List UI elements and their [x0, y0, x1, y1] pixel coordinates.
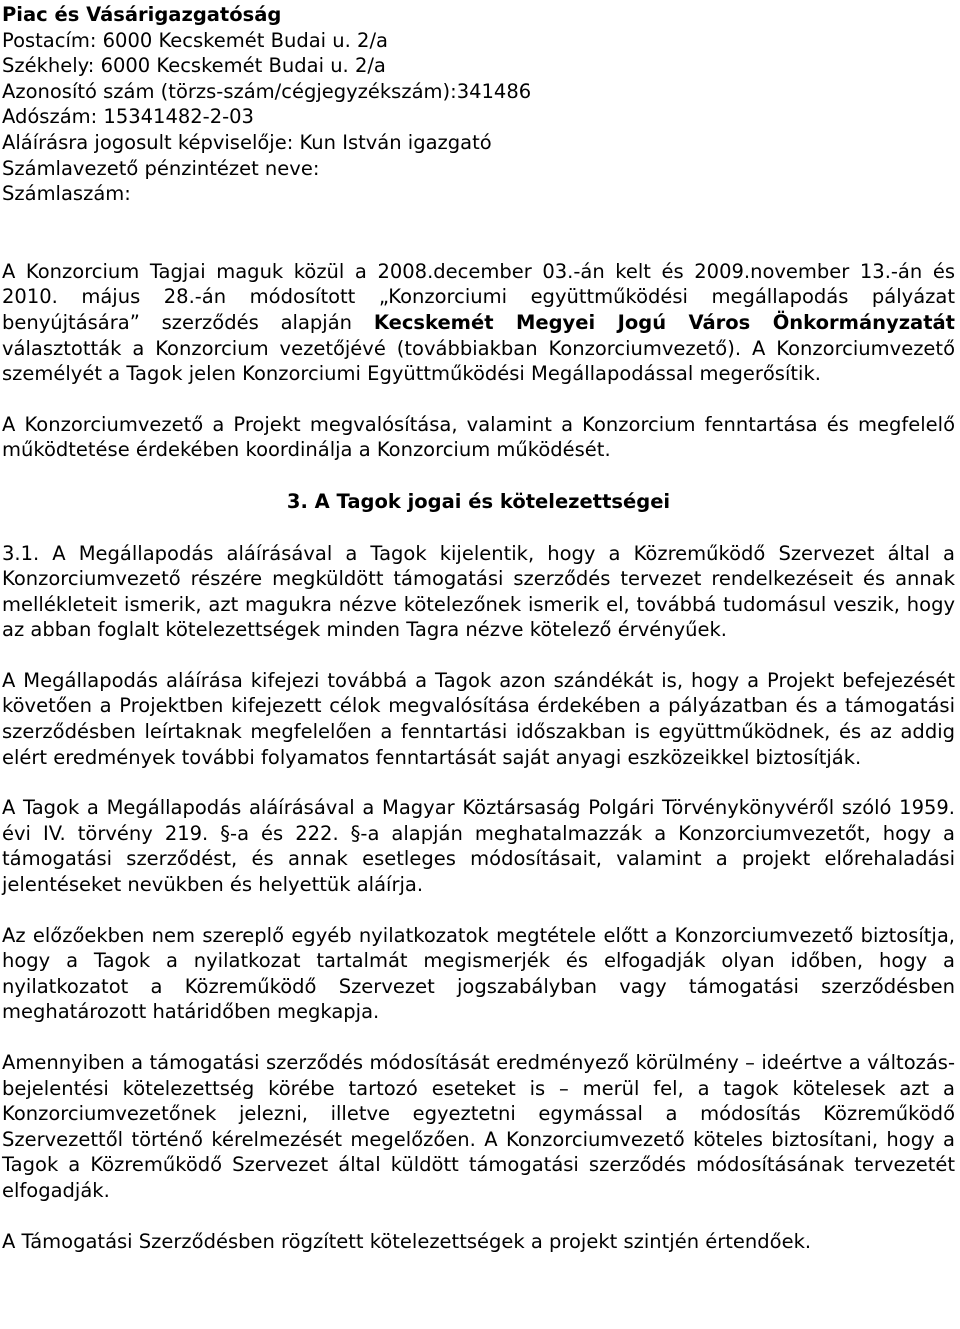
paragraph-text: A Konzorcium Tagjai maguk közül a 2008.december 03.-án kelt és 2009.november 13.-án és 2010. május 28.-án módosított „Konzorciumi együttműködési megállapodás pályázat benyújtására” szerződés alapján — [2, 259, 955, 334]
tax-number: Adószám: 15341482-2-03 — [2, 105, 254, 129]
paragraph-text: választották a Konzorcium vezetőjévé (továbbiakban Konzorciumvezető). A Konzorciumvezető személyét a Tagok jelen Konzorciumi Együttműködési Megállapodással megerősítik. — [2, 336, 955, 386]
organization-name: Piac és Vásárigazgatóság — [2, 3, 282, 26]
paragraph-3-1: 3.1. A Megállapodás aláírásával a Tagok kijelentik, hogy a Közreműködő Szervezet által a Konzorciumvezető részére megküldött támogatási szerződés tervezet rendelkezéseit és annak mellékleteit ismerik, azt magukra nézve kötelezőnek ismerik el, továbbá tudomásul veszik, hogy az abban foglalt kötelezettségek minden Tagra nézve kötelező érvényűek. — [2, 541, 955, 642]
paragraph-intent: A Megállapodás aláírása kifejezi továbbá a Tagok azon szándékát is, hogy a Projekt befejezését követően a Projektben kifejezett célok megvalósítása érdekében a pályázatban és a támogatási szerződésben leírtaknak megfelelően a fenntartási időszakban is együttműködnek, és az addig elért eredmények további folyamatos fenntartását saját anyagi eszközeikkel biztosítják. — [2, 668, 955, 769]
postal-address: Postacím: 6000 Kecskemét Budai u. 2/a — [2, 28, 388, 52]
paragraph-declarations: Az előzőekben nem szereplő egyéb nyilatkozatok megtétele előtt a Konzorciumvezető biztosítja, hogy a Tagok a nyilatkozat tartalmát megismerjék és elfogadják olyan időben, hogy a nyilatkozatot a Közreműködő Szervezet jogszabályban vagy támogatási szerződésben meghatározott határidőben megkapja. — [2, 923, 955, 1024]
seat-address: Székhely: 6000 Kecskemét Budai u. 2/a — [2, 54, 386, 78]
paragraph-obligations: A Támogatási Szerződésben rögzített kötelezettségek a projekt szintjén értendőek. — [2, 1229, 812, 1253]
paragraph-authorization: A Tagok a Megállapodás aláírásával a Magyar Köztársaság Polgári Törvénykönyvéről szóló 1959. évi IV. törvény 219. §-a és 222. §-a alapján meghatalmazzák a Konzorciumvezetőt, hogy a támogatási szerződést, és annak esetleges módosításait, valamint a projekt előrehaladási jelentéseket nevükben és helyettük aláírja. — [2, 796, 955, 897]
section-heading: 3. A Tagok jogai és kötelezettségei — [286, 489, 671, 513]
account-number: Számlaszám: — [2, 182, 131, 206]
paragraph-coordination: A Konzorciumvezető a Projekt megvalósítása, valamint a Konzorcium fenntartása és megfelelő működtetése érdekében koordinálja a Konzorcium működését. — [2, 412, 955, 462]
document-page — [2, 0, 955, 1254]
paragraph-amendment: Amennyiben a támogatási szerződés módosítását eredményező körülmény – ideértve a változás-bejelentési kötelezettség körébe tartozó eseteket is – merül fel, a tagok kötelesek azt a Konzorciumvezetőnek jelezni, illetve egyeztetni egymással a módosítás Közreműködő Szervezettől történő kérelmezését megelőzően. A Konzorciumvezető köteles biztosítani, hogy a Tagok a Közreműködő Szervezet által küldött támogatási szerződés módosításának tervezetét elfogadják. — [2, 1051, 955, 1202]
leader-name: Kecskemét Megyei Jogú Város Önkormányzatát — [373, 310, 956, 334]
signatory: Aláírásra jogosult képviselője: Kun István igazgató — [2, 130, 492, 154]
organization-header — [2, 2, 955, 207]
paragraph-consortium-leader — [2, 259, 955, 387]
registration-number: Azonosító szám (törzs-szám/cégjegyzékszám):341486 — [2, 79, 532, 103]
bank-name: Számlavezető pénzintézet neve: — [2, 156, 320, 180]
